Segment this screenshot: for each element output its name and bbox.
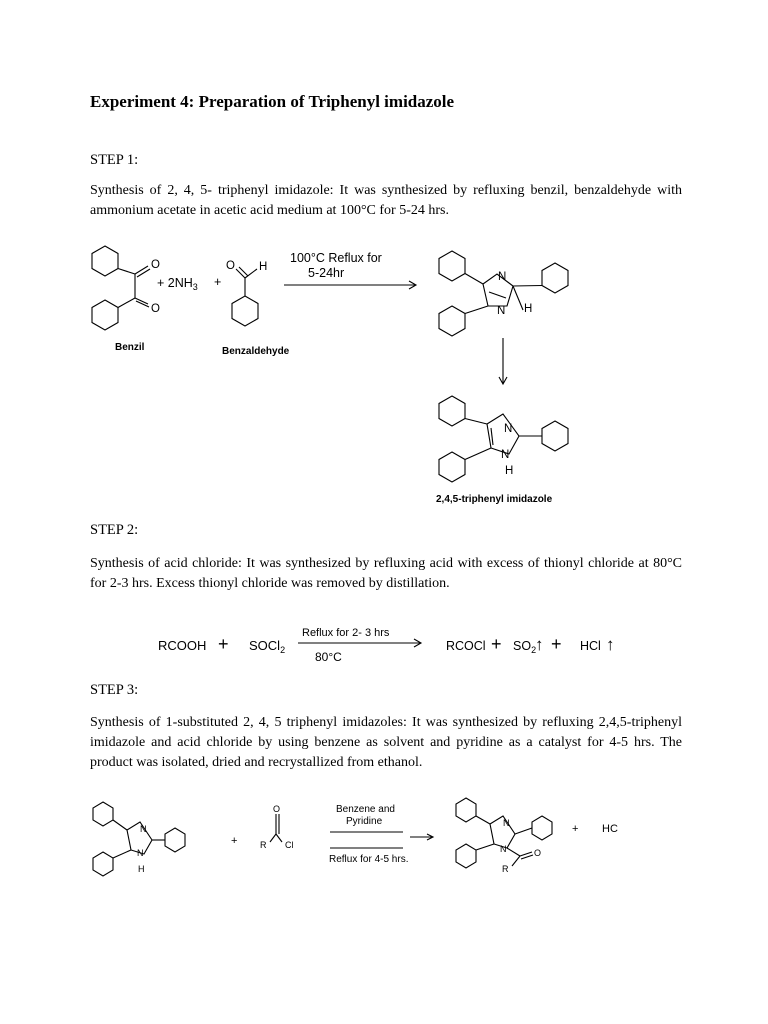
reactant-nitrogen-1: N (140, 824, 147, 834)
plus-sign-2: + (491, 634, 502, 654)
step-3-reaction-scheme (0, 790, 768, 890)
plus-sign: + (218, 634, 229, 654)
rcooh-reactant: RCOOH (158, 638, 207, 653)
product-nitrogen-2: N (501, 449, 510, 461)
step-3-condition-top-1: Benzene and (336, 804, 395, 815)
step-1-heading: STEP 1: (90, 152, 139, 168)
benzil-oxygen-1: O (151, 259, 160, 271)
gas-up-arrow-icon-2: ↑ (606, 635, 615, 654)
acyl-chlorine: Cl (285, 840, 294, 850)
step-2-heading: STEP 2: (90, 522, 139, 538)
plus-sign: + (231, 835, 238, 847)
step-2-equation (0, 618, 768, 668)
step-2-paragraph: Synthesis of acid chloride: It was synthesized by refluxing acid with excess of thionyl chloride at 80°C for 2-3 hrs. Excess thionyl chloride was removed by distillation. (90, 556, 682, 591)
benzil-label: Benzil (115, 342, 145, 353)
byproduct: HC (602, 823, 618, 835)
step-3-condition-bottom: Reflux for 4-5 hrs. (329, 854, 409, 865)
benzaldehyde-label: Benzaldehyde (222, 346, 290, 357)
aldehyde-oxygen: O (226, 260, 235, 272)
acid-chloride-structure (260, 804, 294, 850)
step-1-condition-line-1: 100°C Reflux for (290, 251, 382, 265)
benzil-structure (92, 246, 160, 330)
step-1-condition-line-2: 5-24hr (308, 266, 345, 280)
substituted-imidazole-product (456, 798, 552, 874)
aldehyde-hydrogen: H (259, 261, 268, 273)
gas-up-arrow-icon: ↑ (535, 635, 544, 654)
step-3-heading: STEP 3: (90, 682, 139, 698)
reactant-nitrogen-2: N (137, 848, 144, 858)
rcocl-product: RCOCl (446, 639, 486, 653)
step-2-condition-top: Reflux for 2- 3 hrs (302, 627, 390, 639)
so2-product: $SO_2$ (513, 639, 537, 655)
acyl-oxygen: O (273, 804, 281, 814)
plus-sign-3: + (551, 634, 562, 654)
ammonia-reagent: + $2NH_3$ (157, 276, 198, 292)
plus-sign-2: + (572, 823, 579, 835)
step-3-condition-top-2: Pyridine (346, 816, 383, 827)
step-1-reaction-scheme (0, 236, 768, 516)
benzil-oxygen-2: O (151, 303, 160, 315)
benzaldehyde-structure (226, 260, 267, 326)
intermediate-nitrogen-1: N (498, 271, 507, 283)
intermediate-structure (439, 251, 568, 336)
product-nitrogen-2: N (500, 844, 507, 854)
step-1-paragraph: Synthesis of 2, 4, 5- triphenyl imidazole: It was synthesized by refluxing benzil, benzaldehyde with ammonium acetate in acetic acid medium at 100°C for 5-24 hrs. (90, 183, 682, 218)
reactant-hydrogen: H (138, 864, 145, 874)
plus-sign: + (214, 275, 222, 289)
product-nitrogen-1: N (503, 818, 510, 828)
acyl-r-group: R (260, 840, 267, 850)
product-oxygen: O (534, 848, 542, 858)
intermediate-hydrogen: H (524, 303, 533, 315)
socl2-reactant: SOCl$_2$ (249, 638, 286, 655)
triphenyl-imidazole-reactant (93, 802, 185, 876)
triphenyl-imidazole-structure (439, 396, 568, 482)
step-3-paragraph: Synthesis of 1-substituted 2, 4, 5 triphenyl imidazoles: It was synthesized by refluxing 2,4,5-triphenyl imidazole and acid chloride by using benzene as solvent and pyridine as a catalyst for 4-5 hrs. The product was isolated, dried and recrystallized from ethanol. (90, 715, 682, 770)
product-r-group: R (502, 864, 509, 874)
hcl-product: HCl (580, 639, 601, 653)
product-nitrogen-1: N (504, 423, 513, 435)
step-2-condition-bottom: 80°C (315, 650, 342, 664)
intermediate-nitrogen-2: N (497, 305, 506, 317)
page-title: Experiment 4: Preparation of Triphenyl imidazole (90, 92, 455, 111)
product-hydrogen: H (505, 465, 514, 477)
product-label: 2,4,5-triphenyl imidazole (436, 494, 553, 505)
